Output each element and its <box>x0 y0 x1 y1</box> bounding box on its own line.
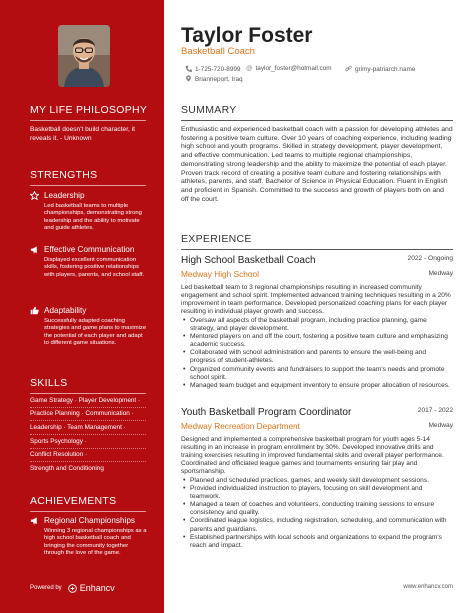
contact-email <box>246 65 332 72</box>
achievement-item <box>30 516 150 558</box>
star-icon <box>30 191 39 200</box>
contact-link <box>345 65 415 74</box>
philosophy-title: MY LIFE PHILOSOPHY <box>30 104 148 116</box>
at-icon: @ <box>246 65 253 72</box>
job-bullet: • Established partnerships with local schools and organizations to expand the program's reach and impact. <box>181 534 453 550</box>
philosophy-rule <box>30 120 146 121</box>
enhancv-logo-icon <box>68 584 77 593</box>
job-dates: 2017 - 2022 <box>417 407 453 414</box>
strength-name: Effective Communication <box>44 245 135 254</box>
job-dates: 2022 - Ongoing <box>407 255 453 262</box>
job-title: High School Basketball Coach <box>181 255 316 266</box>
strength-item <box>30 306 150 348</box>
job-bullet: • Coordinated league logistics, including registration, scheduling, and communication with parents and guardians. <box>181 517 453 533</box>
philosophy-quote: Basketball doesn't build character, it reveals it. - Unknown <box>30 126 135 142</box>
job-company: Medway Recreation Department <box>181 421 300 431</box>
strengths-rule <box>30 185 146 186</box>
job-description: Designed and implemented a comprehensive basketball program for youth ages 5-14 resulting in an increase in program enrollment by 30%. Developed innovative drills and training exercises resulting in improved fundamental skills and overall player performance. Coordinated and officiated league games and tournaments ensuring fair play and sportsmanship. <box>181 436 444 476</box>
experience-rule <box>181 249 453 250</box>
achievement-desc: Winning 3 regional championships as a high school basketball coach and bringing the community together through the love of the game. <box>44 528 147 557</box>
phone-text[interactable]: 1-725-720-8999 <box>195 66 241 73</box>
skill-row: Leadership · Team Management · <box>30 424 126 431</box>
footer-url[interactable]: www.enhancv.com <box>403 584 453 590</box>
strength-desc: Led basketball teams to multiple championships, demonstrating strong leadership and the ability to motivate and guide athletes. <box>44 203 142 232</box>
thumbs-up-icon <box>30 306 39 315</box>
skill-row: Strength and Conditioning <box>30 465 104 472</box>
skill-row: Conflict Resolution · <box>30 451 88 458</box>
job-description: Led basketball team to 3 regional championships resulting in increased community engagement and school spirit. Implemented advanced training techniques resulting in a 20% improvement in team performance. Developed personalized coaching plans for each player resulting in individual player growth and success. <box>181 284 451 316</box>
skills-rule <box>30 393 146 394</box>
sidebar <box>0 0 164 613</box>
job-location: Medway <box>428 270 453 277</box>
job-title: Youth Basketball Program Coordinator <box>181 407 352 418</box>
megaphone-icon <box>30 245 39 254</box>
job-bullets <box>181 477 453 550</box>
job-bullet: • Planned and scheduled practices, games, and weekly skill development sessions. <box>181 477 453 485</box>
powered-by <box>30 583 115 593</box>
skill-divider <box>30 420 146 421</box>
strength-name: Adaptability <box>44 306 87 315</box>
job-bullet: • Oversaw all aspects of the basketball program, including practice planning, game strategy, and player development. <box>181 317 453 333</box>
strength-name: Leadership <box>44 191 85 200</box>
skills-title: SKILLS <box>30 377 68 389</box>
strength-item <box>30 245 150 279</box>
link-text[interactable]: grimy-patriarch.name <box>355 66 416 73</box>
job-bullet: • Collaborated with school administration and parents to ensure the well-being and progress of student-athletes. <box>181 349 453 365</box>
candidate-role: Basketball Coach <box>181 46 255 57</box>
location-pin-icon <box>185 75 192 84</box>
location-text: Brianneport, Iraq <box>195 76 243 83</box>
job-bullet: • Organized community events and fundraisers to support the team's needs and promote school spirit. <box>181 366 453 382</box>
megaphone-icon <box>30 516 39 525</box>
job-location: Medway <box>428 422 453 429</box>
strength-desc: Displayed excellent communication skills, fostering positive relationships with players, parents, and school staff. <box>44 257 145 278</box>
profile-photo <box>58 25 110 87</box>
job-bullet: • Managed team budget and equipment inventory to ensure proper allocation of resources. <box>181 382 453 390</box>
powered-by-label: Powered by <box>30 585 62 591</box>
strengths-title: STRENGTHS <box>30 169 98 181</box>
phone-icon <box>185 65 192 74</box>
skill-row: Sports Psychology · <box>30 438 87 445</box>
skill-divider <box>30 461 146 462</box>
contact-location <box>185 75 243 84</box>
contact-phone <box>185 65 240 74</box>
skill-divider <box>30 407 146 408</box>
achievements-title: ACHIEVEMENTS <box>30 495 117 507</box>
skill-divider <box>30 434 146 435</box>
job-company: Medway High School <box>181 269 259 279</box>
achievement-name: Regional Championships <box>44 516 136 525</box>
strength-desc: Successfully adapted coaching strategies and game plans to maximize the potential of each player and adapt to different game situations. <box>44 318 147 347</box>
skill-row: Practice Planning · Communication · <box>30 410 134 417</box>
enhancv-logo[interactable] <box>68 583 115 593</box>
job-bullet: • Managed a team of coaches and volunteers, conducting training sessions to ensure consistency and quality. <box>181 501 453 517</box>
summary-text: Enthusiastic and experienced basketball coach with a passion for developing athletes and fostering a positive team culture. Over 10 years of coaching experience, including leading high school and youth programs. Skilled in strategy development, player development, and effective communication. Led teams to multiple regional championships, demonstrating strong leadership and the ability to maximize the potential of each player. Proven track record of creating a positive team culture and fostering relationships with athletes, parents, and staff. Bachelor of Science in Physical Education. Fluent in English and proficient in Spanish. Committed to the success and growth of players both on and off the court. <box>181 126 453 203</box>
summary-rule <box>181 120 453 121</box>
email-text[interactable]: taylor_foster@hotmail.com <box>255 65 332 72</box>
experience-title: EXPERIENCE <box>181 233 252 245</box>
job-bullet: • Provided individualized instruction to players, focusing on skill development and teamwork. <box>181 485 453 501</box>
skill-divider <box>30 448 146 449</box>
skill-row: Game Strategy · Player Development · <box>30 397 141 404</box>
strength-item <box>30 191 150 233</box>
enhancv-brand: Enhancv <box>79 583 115 593</box>
job-bullets <box>181 317 453 390</box>
job-bullet: • Mentored players on and off the court, fostering a positive team culture and emphasizing academic success. <box>181 333 453 349</box>
summary-title: SUMMARY <box>181 104 237 116</box>
candidate-name: Taylor Foster <box>181 24 313 47</box>
achievements-rule <box>30 511 146 512</box>
link-icon <box>345 65 352 74</box>
